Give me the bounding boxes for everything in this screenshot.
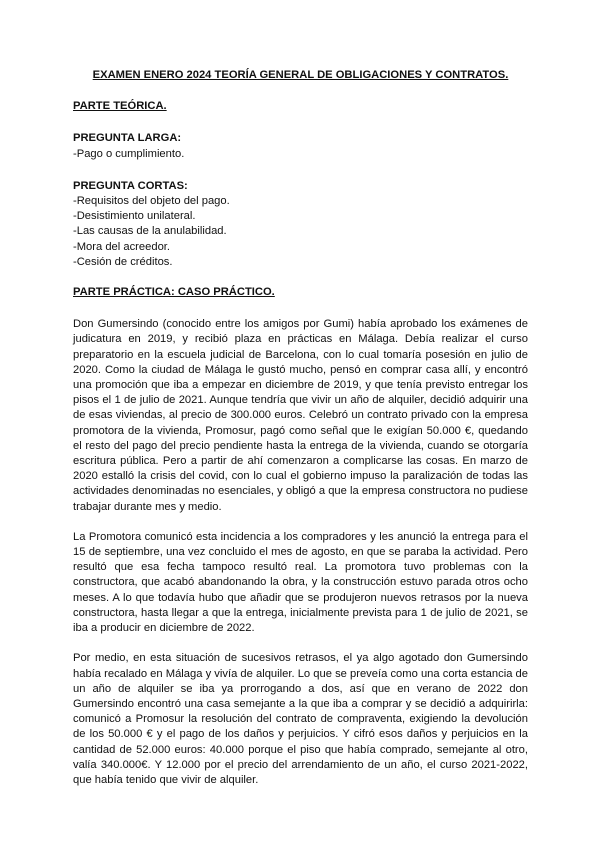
spacer xyxy=(73,114,528,131)
list-item: -Cesión de créditos. xyxy=(73,255,173,268)
short-questions-list xyxy=(73,194,528,270)
document-title: EXAMEN ENERO 2024 TEORÍA GENERAL DE OBLIGACIONES Y CONTRATOS. xyxy=(92,69,509,81)
long-question-list xyxy=(73,147,528,162)
practice-heading: PARTE PRÁCTICA: CASO PRÁCTICO. xyxy=(73,286,275,299)
list-item: -Desistimiento unilateral. xyxy=(73,210,196,223)
list-item: -Pago o cumplimiento. xyxy=(73,147,185,160)
case-paragraph-1: Don Gumersindo (conocido entre los amigos por Gumi) había aprobado los exámenes de judicatura en 2019, y recibió plaza en prácticas en Málaga. Debía realizar el curso preparatorio en la escuela judicial de Barcelona, con lo cual tomaría posesión en julio de 2020. Como la ciudad de Málaga le gustó mucho, pensó en comprar casa allí, y encontró una promoción que iba a empezar en diciembre de 2019, y que tenía previsto entregar los pisos el 1 de julio de 2021. Aunque tendría que vivir un año de alquiler, decidió adquirir una de esas viviendas, al precio de 300.000 euros. Celebró un contrato privado con la empresa promotora de la vivienda, Promosur, pagó como señal que le exigían 50.000 €, quedando el resto del pago del precio pendiente hasta la entrega de la vivienda, cuando se otorgaría escritura pública. Pero a partir de ahí comenzaron a complicarse las cosas. En marzo de 2020 estalló la crisis del covid, con lo cual el gobierno impuso la paralización de todas las actividades denominadas no esenciales, y obligó a que la empresa constructora no pudiese trabajar durante mes y medio. xyxy=(73,318,528,513)
spacer xyxy=(73,515,528,530)
case-paragraph-2: La Promotora comunicó esta incidencia a los compradores y les anunció la entrega para el 15 de septiembre, una vez concluido el mes de agosto, en que se paraba la actividad. Pero resultó que esa fecha tampoco resultó real. La promotora tuvo problemas con la constructora, que acabó abandonando la obra, y la construcción estuvo parada otros ocho meses. A lo que todavía hubo que añadir que se produjeron nuevos retrasos por la nueva constructora, hasta llegar a que la entrega, inicialmente prevista para 1 de julio de 2021, se iba a producir en diciembre de 2022. xyxy=(73,530,528,635)
list-item: -Requisitos del objeto del pago. xyxy=(73,195,230,208)
list-item: -Las causas de la anulabilidad. xyxy=(73,225,227,238)
case-paragraph-3: Por medio, en esta situación de sucesivos retrasos, el ya algo agotado don Gumersindo había recalado en Málaga y vivía de alquiler. Lo que se preveía como una corta estancia de un año de alquiler se iba ya prorrogando a dos, así que en verano de 2022 don Gumersindo encontró una casa semejante a la que iba a comprar y se decidió a adquirirla: comunicó a Promosur la resolución del contrato de compraventa, exigiendo la devolución de los 50.000 € y el pago de los daños y perjuicios. Y cifró esos daños y perjuicios en la cantidad de 52.000 euros: 40.000 porque el piso que había comprado, semejante al otro, valía 340.000€. Y 12.000 por el precio del arrendamiento de un año, el curso 2021-2022, que había tenido que vivir de alquiler. xyxy=(73,652,528,786)
spacer xyxy=(73,636,528,651)
long-question-heading: PREGUNTA LARGA: xyxy=(73,132,182,145)
spacer xyxy=(73,300,528,317)
spacer xyxy=(73,270,528,285)
short-questions-heading: PREGUNTA CORTAS: xyxy=(73,179,188,192)
list-item: -Mora del acreedor. xyxy=(73,240,171,253)
spacer xyxy=(73,162,528,179)
theory-heading: PARTE TEÓRICA. xyxy=(73,100,167,113)
